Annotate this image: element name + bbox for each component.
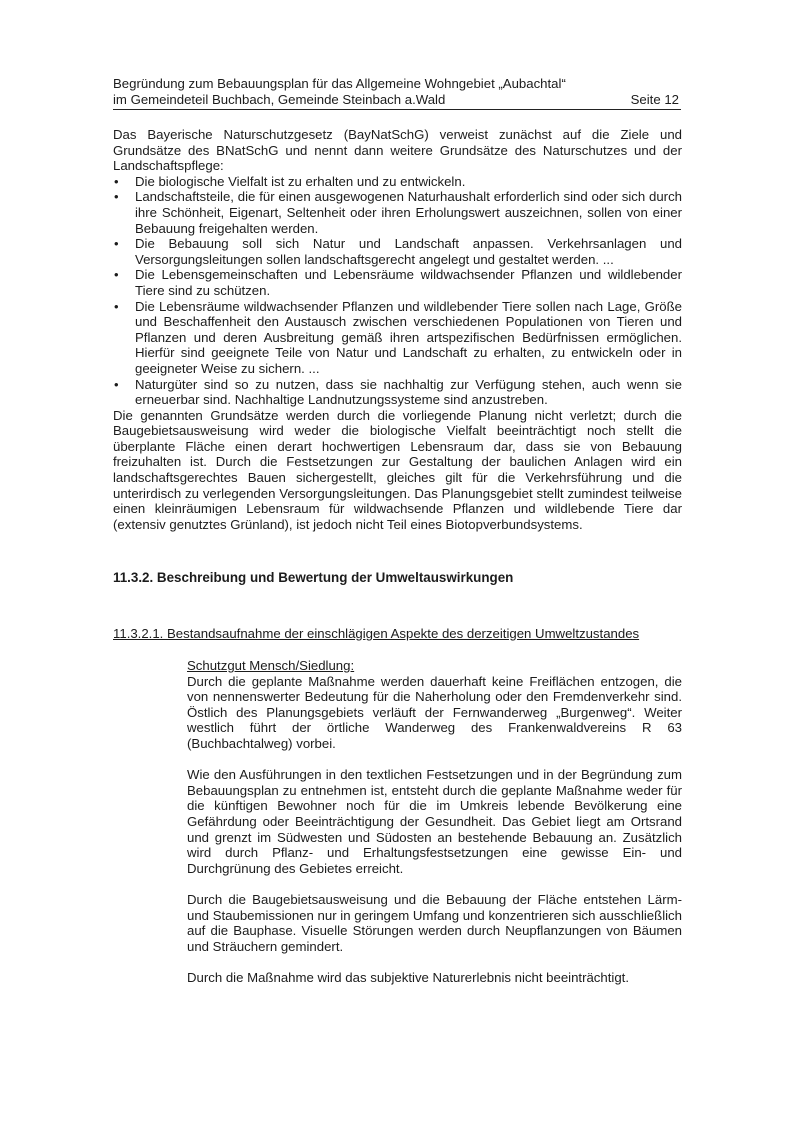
bullet-icon: •: [114, 267, 119, 283]
conclusion-paragraph: Die genannten Grundsätze werden durch die vorliegende Planung nicht verletzt; durch die Baugebietsausweisung wird weder die biologische Vielfalt beeinträchtigt noch stellt die überplante Fläche einen derart hochwertigen Lebensraum dar, dass sie von Bebauung freizuhalten ist. Durch die Festsetzungen zur Gestaltung der baulichen Anlagen wird ein landschaftsgerechtes Bauen sichergestellt, gleiches gilt für die Verkehrsführung und die unterirdisch zu verlegenden Versorgungsleitungen. Das Planungsgebiet stellt zumindest teilweise einen kleinräumigen Lebensraum für wildwachsende Pflanzen und wildlebende Tiere dar (extensiv genutztes Grünland), ist jedoch nicht Teil eines Biotopverbundsystems.: [113, 407, 682, 532]
list-item-text: Landschaftsteile, die für einen ausgewogenen Naturhaushalt erforderlich sind oder sich durch ihre Schönheit, Eigenart, Seltenheit oder ihren Erholungswert auszeichnen, sollen von einer Bebauung freigehalten werden.: [135, 189, 682, 236]
bullet-icon: •: [114, 189, 119, 205]
schutzgut-paragraph-1: [187, 658, 682, 752]
bullet-icon: •: [114, 236, 119, 252]
section-heading: 11.3.2. Beschreibung und Bewertung der Umweltauswirkungen: [113, 570, 514, 585]
bullet-icon: •: [114, 173, 119, 189]
page-number: Seite 12: [630, 92, 679, 107]
list-item: [113, 189, 682, 236]
schutzgut-paragraph-2: Wie den Ausführungen in den textlichen Festsetzungen und in der Begründung zum Bebauungsplan zu entnehmen ist, entsteht durch die geplante Maßnahme weder für die künftigen Bewohner noch für die im Umkreis lebende Bevölkerung eine Gefährdung oder Beeinträchtigung der Gesundheit. Das Gebiet liegt am Ortsrand und grenzt im Südwesten und Südosten an bestehende Bebauung an. Zusätzlich wird durch Pflanz- und Erhaltungsfestsetzungen eine gewisse Ein- und Durchgrünung des Gebietes erreicht.: [187, 767, 682, 876]
list-item: [113, 377, 682, 408]
body-text-block: [113, 127, 682, 532]
list-item: [113, 236, 682, 267]
principles-list: [113, 174, 682, 408]
list-item-text: Die Bebauung soll sich Natur und Landschaft anpassen. Verkehrsanlagen und Versorgungsleitungen sollen landschaftsgerecht angelegt und gestaltet werden. ...: [135, 236, 682, 267]
list-item-text: Die Lebensräume wildwachsender Pflanzen und wildlebender Tiere sollen nach Lage, Größe und Beschaffenheit den Austausch zwischen verschiedenen Populationen von Tieren und Pflanzen und deren Ausbreitung gemäß ihren artspezifischen Bedürfnissen ermöglichen. Hierfür sind geeignete Teile von Natur und Landschaft zu erhalten, zu entwickeln oder in geeigneter Weise zu sichern. ...: [135, 298, 682, 376]
bullet-icon: •: [114, 376, 119, 392]
schutzgut-block: [187, 658, 682, 1001]
subsection-heading: 11.3.2.1. Bestandsaufnahme der einschlägigen Aspekte des derzeitigen Umweltzustandes: [113, 626, 640, 641]
list-item: [113, 174, 682, 190]
schutzgut-paragraph-4: Durch die Maßnahme wird das subjektive Naturerlebnis nicht beeinträchtigt.: [187, 969, 629, 985]
schutzgut-paragraph-1-text: Durch die geplante Maßnahme werden dauerhaft keine Freiflächen entzogen, die von nennenswerter Bedeutung für die Naherholung oder den Fremdenverkehr sind. Östlich des Planungsgebiets verläuft der Fernwanderweg „Burgenweg“. Weiter westlich führt der örtliche Wanderweg des Frankenwaldvereins R 63 (Buchbachtalweg) vorbei.: [187, 673, 682, 751]
header-subtitle-row: [113, 92, 681, 108]
list-item: [113, 299, 682, 377]
list-item-text: Die biologische Vielfalt ist zu erhalten und zu entwickeln.: [135, 173, 466, 189]
intro-paragraph: Das Bayerische Naturschutzgesetz (BayNatSchG) verweist zunächst auf die Ziele und Grundsätze des BNatSchG und nennt dann weitere Grundsätze des Naturschutzes und der Landschaftspflege:: [113, 127, 682, 174]
header-location-line: im Gemeindeteil Buchbach, Gemeinde Steinbach a.Wald: [113, 92, 446, 107]
list-item-text: Naturgüter sind so zu nutzen, dass sie nachhaltig zur Verfügung stehen, auch wenn sie erneuerbar sind. Nachhaltige Landnutzungssysteme sind anzustreben.: [135, 376, 682, 408]
schutzgut-paragraph-3: Durch die Baugebietsausweisung und die Bebauung der Fläche entstehen Lärm- und Staubemissionen nur in geringem Umfang und konzentrieren sich ausschließlich auf die Bauphase. Visuelle Störungen werden durch Neupflanzungen von Bäumen und Sträuchern gemindert.: [187, 891, 682, 954]
page-header: [113, 76, 681, 110]
list-item: [113, 267, 682, 298]
header-title-line: Begründung zum Bebauungsplan für das Allgemeine Wohngebiet „Aubachtal“: [113, 76, 566, 91]
bullet-icon: •: [114, 298, 119, 314]
list-item-text: Die Lebensgemeinschaften und Lebensräume wildwachsender Pflanzen und wildlebender Tiere sind zu schützen.: [135, 267, 682, 298]
schutzgut-label: Schutzgut Mensch/Siedlung:: [187, 658, 355, 673]
